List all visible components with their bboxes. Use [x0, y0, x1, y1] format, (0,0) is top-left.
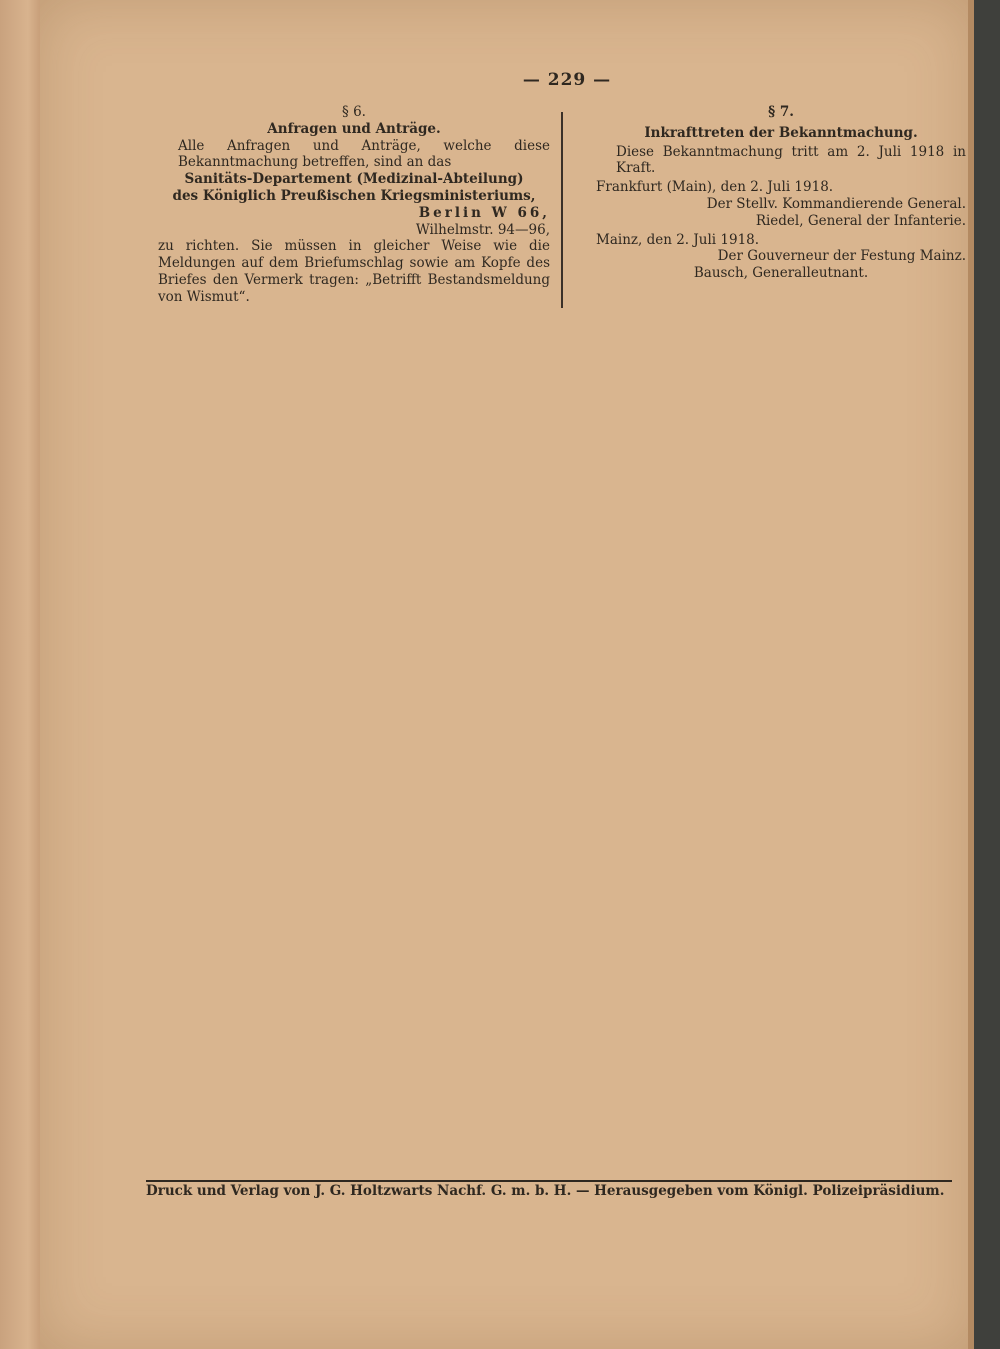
- signatory-1-name: Riedel, General der Infanterie.: [755, 212, 966, 229]
- signatory-1-title: Der Stellv. Kommandierende General.: [706, 195, 966, 212]
- section-7-paragraph-1: Diese Bekanntmachung tritt am 2. Juli 1918 in Kraft.: [616, 143, 966, 177]
- page-stack-edge: [0, 0, 40, 1349]
- page-binding-edge: [968, 0, 974, 1349]
- section-6-paragraph-1: Alle Anfragen und Anträge, welche diese Bekanntmachung betreffen, sind an das: [178, 137, 550, 171]
- signatory-2-name: Bausch, Generalleutnant.: [693, 265, 869, 282]
- left-column: [158, 104, 550, 306]
- place-date-mainz: Mainz, den 2. Juli 1918.: [596, 231, 760, 248]
- address-department: Sanitäts-Departement (Medizinal-Abteilung): [184, 171, 524, 188]
- place-date-frankfurt: Frankfurt (Main), den 2. Juli 1918.: [596, 179, 834, 196]
- section-6-title: Anfragen und Anträge.: [267, 120, 441, 137]
- page-number: — 229 —: [522, 70, 612, 90]
- section-7-title: Inkrafttreten der Bekanntmachung.: [644, 124, 918, 141]
- section-6-paragraph-2: zu richten. Sie müssen in gleicher Weise wie die Meldungen auf dem Briefumschlag sowie am Kopfe des Briefes den Vermerk tragen: „Betrifft Bestandsmeldung von Wismut“.: [158, 238, 550, 305]
- section-7-number: § 7.: [768, 104, 794, 120]
- footer-imprint: Druck und Verlag von J. G. Holtzwarts Nachf. G. m. b. H. — Herausgegeben vom Königl. Polizeipräsidium.: [146, 1183, 945, 1199]
- address-city: Berlin W 66,: [418, 204, 550, 221]
- column-divider: [561, 112, 563, 308]
- footer-rule: [146, 1180, 952, 1182]
- signatory-2-title: Der Gouverneur der Festung Mainz.: [717, 248, 966, 265]
- address-ministry: des Königlich Preußischen Kriegsministeriums,: [172, 187, 536, 204]
- section-6-number: § 6.: [342, 104, 366, 120]
- address-street: Wilhelmstr. 94—96,: [415, 221, 550, 238]
- right-column: [596, 104, 966, 282]
